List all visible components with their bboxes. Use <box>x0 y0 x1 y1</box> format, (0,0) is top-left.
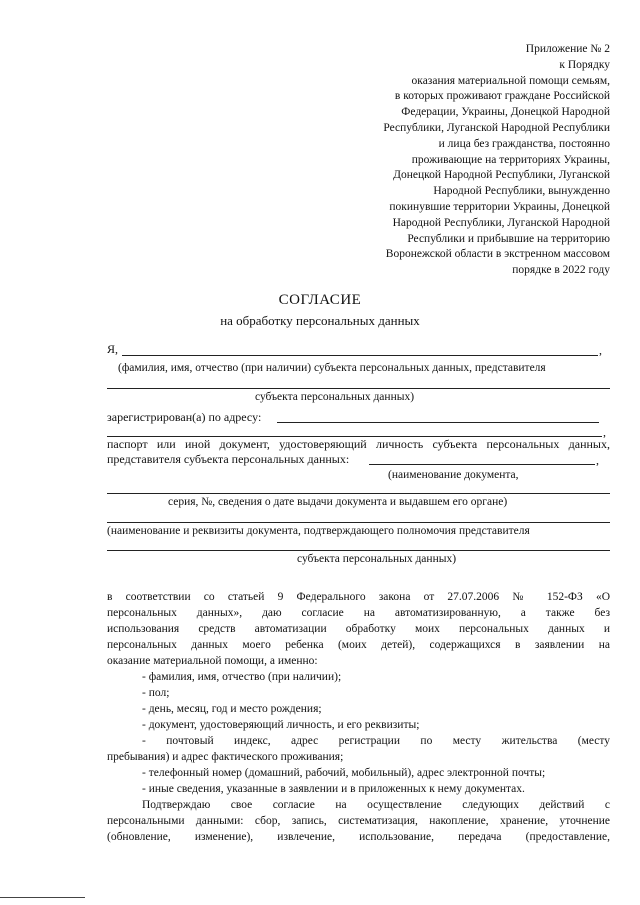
authority-line[interactable] <box>107 522 610 523</box>
appendix-line: Народной Республики, вынужденно <box>433 185 610 198</box>
paragraph-line: оказание материальной помощи, а именно: <box>107 655 318 667</box>
paragraph-line: использования средств автоматизации обработку моих персональных данных и <box>107 623 610 635</box>
list-item: - пол; <box>142 687 170 699</box>
document-subtitle: на обработку персональных данных <box>220 313 420 328</box>
appendix-line: и лица без гражданства, постоянно <box>438 137 610 150</box>
paragraph-line: в соответствии со статьей 9 Федерального закона от 27.07.2006 № 152-ФЗ «О <box>107 591 610 603</box>
caption-authority: (наименование и реквизиты документа, подтверждающего полномочия представителя <box>107 525 530 537</box>
address-comma: , <box>603 425 606 439</box>
document-line[interactable] <box>369 464 595 465</box>
appendix-line: в которых проживают граждане Российской <box>394 90 610 103</box>
address-line[interactable] <box>277 422 599 423</box>
list-item: - телефонный номер (домашний, рабочий, мобильный), адрес электронной почты; <box>142 767 546 779</box>
appendix-line: Донецкой Народной Республики, Луганской <box>393 169 610 182</box>
fio-comma: , <box>599 343 602 357</box>
list-item: - день, месяц, год и место рождения; <box>142 703 322 715</box>
caption-subject-2: субъекта персональных данных) <box>297 553 457 565</box>
paragraph-line: (обновление, изменение), извлечение, использование, передача (предоставление, <box>107 831 610 843</box>
appendix-line: оказания материальной помощи семьям, <box>411 74 610 87</box>
list-item: - документ, удостоверяющий личность, и его реквизиты; <box>142 719 420 731</box>
ya-label: Я, <box>107 342 119 356</box>
document-title: СОГЛАСИЕ <box>278 292 362 308</box>
appendix-line: Федерации, Украины, Донецкой Народной <box>401 106 610 119</box>
appendix-line: Республики и прибывшие на территорию <box>407 232 610 245</box>
caption-subject-1: субъекта персональных данных) <box>255 391 415 403</box>
appendix-line: Приложение № 2 <box>525 43 610 55</box>
list-item: - фамилия, имя, отчество (при наличии); <box>142 671 342 683</box>
fio-line-2[interactable] <box>107 388 610 389</box>
appendix-header <box>310 42 610 279</box>
caption-series: серия, №, сведения о дате выдачи документа и выдавшем его органе) <box>168 496 508 508</box>
appendix-line: проживающие на территориях Украины, <box>411 153 610 166</box>
passport-line-1: паспорт или иной документ, удостоверяющий личность субъекта персональных данных, <box>107 437 610 451</box>
caption-fio: (фамилия, имя, отчество (при наличии) субъекта персональных данных, представителя <box>118 362 546 374</box>
consent-body <box>107 589 610 845</box>
caption-docname: (наименование документа, <box>388 469 519 481</box>
document-comma: , <box>596 453 599 467</box>
document-line-2[interactable] <box>107 493 610 494</box>
list-item: - иные сведения, указанные в заявлении и в приложенных к нему документах. <box>142 783 525 795</box>
appendix-line: Народной Республики, Луганской Народной <box>392 216 610 229</box>
passport-line-2: представителя субъекта персональных данных: <box>107 452 350 466</box>
list-item-continuation: пребывания) и адрес фактического проживания; <box>107 751 344 763</box>
appendix-line: покинувшие территории Украины, Донецкой <box>389 200 610 213</box>
paragraph-line: персональными данными: сбор, запись, систематизация, накопление, хранение, уточнение <box>107 815 610 827</box>
fio-line[interactable] <box>122 355 598 356</box>
paragraph-line: персональных данных моего ребенка (моих детей), содержащихся в заявлении на <box>107 639 610 651</box>
authority-line-2[interactable] <box>107 550 610 551</box>
appendix-line: Воронежской области в экстренном массовом <box>385 248 610 261</box>
paragraph-line: Подтверждаю свое согласие на осуществление следующих действий с <box>142 799 610 811</box>
appendix-line: Республики, Луганской Народной Республики <box>383 121 610 134</box>
appendix-line: к Порядку <box>559 58 610 71</box>
footnote-divider <box>0 897 85 898</box>
appendix-line: порядке в 2022 году <box>512 264 610 277</box>
registered-label: зарегистрирован(а) по адресу: <box>107 410 262 424</box>
list-item: - почтовый индекс, адрес регистрации по месту жительства (месту <box>142 735 610 747</box>
paragraph-line: персональных данных», даю согласие на автоматизированную, а также без <box>107 607 610 619</box>
